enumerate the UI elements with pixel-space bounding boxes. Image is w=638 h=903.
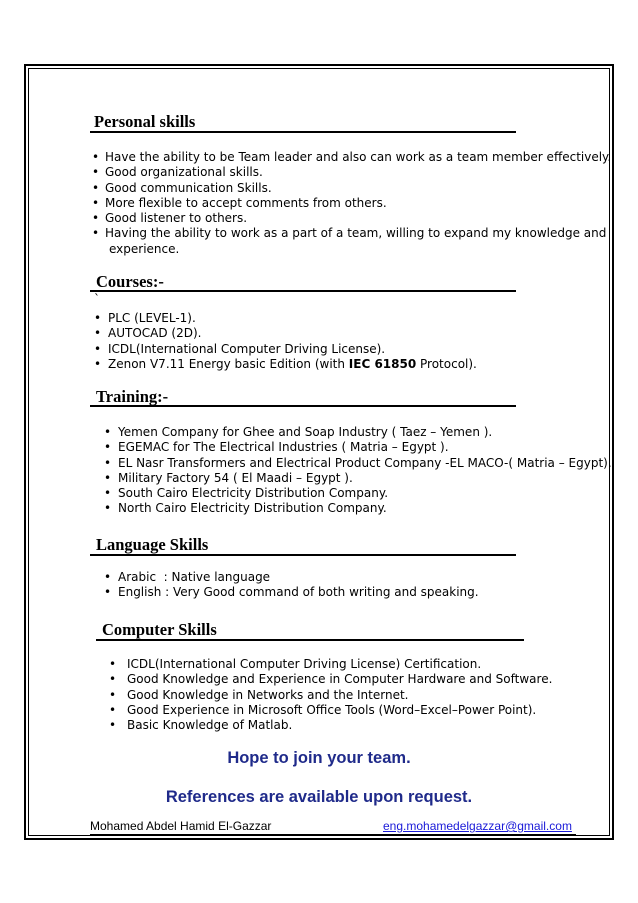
training-rule: [90, 405, 516, 407]
list-item: • Arabic : Native language: [104, 570, 271, 584]
list-item: • Having the ability to work as a part of a team, willing to expand my knowledge and: [92, 226, 607, 241]
footer-name: Mohamed Abdel Hamid El-Gazzar: [90, 819, 272, 833]
language-skills-list: [104, 570, 479, 601]
list-item: • Basic Knowledge of Matlab.: [109, 718, 293, 733]
list-item: • EL Nasr Transformers and Electrical Product Company -EL MACO-( Matria – Egypt).: [104, 455, 612, 470]
list-item: • Yemen Company for Ghee and Soap Industry ( Taez – Yemen ).: [104, 425, 493, 439]
personal-skills-list: [92, 150, 611, 257]
courses-rule: [90, 290, 516, 292]
personal-skills-heading: Personal skills: [94, 112, 196, 131]
computer-skills-rule: [96, 639, 524, 641]
list-item: • Military Factory 54 ( El Maadi – Egypt ).: [104, 470, 353, 485]
list-item: • Have the ability to be Team leader and also can work as a team member effectively.: [92, 150, 612, 164]
footer-rule: [90, 834, 576, 835]
list-item: • Good listener to others.: [92, 211, 248, 226]
list-item: • North Cairo Electricity Distribution Company.: [104, 501, 387, 516]
list-item: • EGEMAC for The Electrical Industries ( Matria – Egypt ).: [104, 440, 449, 455]
list-item: • South Cairo Electricity Distribution Company.: [104, 486, 389, 501]
list-item: • PLC (LEVEL-1).: [94, 311, 196, 325]
list-item: • Good Knowledge in Networks and the Internet.: [109, 687, 409, 702]
list-item: • More flexible to accept comments from others.: [92, 195, 387, 210]
language-skills-heading: Language Skills: [96, 535, 209, 554]
list-item: • Good Knowledge and Experience in Computer Hardware and Software.: [109, 672, 553, 687]
training-list: [104, 425, 612, 517]
list-item: • Good organizational skills.: [92, 165, 263, 180]
closing-line-references: References are available upon request.: [165, 788, 473, 806]
language-skills-rule: [90, 554, 516, 556]
list-item: • Zenon V7.11 Energy basic Edition (with IEC 61850 Protocol).: [94, 356, 477, 371]
list-item: • ICDL(International Computer Driving License).: [94, 341, 386, 356]
list-item: • Good Experience in Microsoft Office Tools (Word–Excel–Power Point).: [109, 702, 537, 717]
list-item: • English : Very Good command of both writing and speaking.: [104, 585, 479, 600]
courses-heading: Courses:-: [96, 272, 164, 291]
stray-mark: `: [94, 292, 100, 306]
standard-name: IEC 61850: [348, 356, 417, 371]
personal-skills-rule: [90, 131, 516, 133]
list-item: • AUTOCAD (2D).: [94, 326, 202, 341]
courses-list: [94, 311, 477, 372]
computer-skills-heading: Computer Skills: [102, 620, 217, 639]
footer-email-link[interactable]: eng.mohamedelgazzar@gmail.com: [383, 819, 572, 833]
list-item: • ICDL(International Computer Driving License) Certification.: [109, 657, 482, 671]
list-item-continuation: experience.: [109, 241, 180, 256]
closing-line-hope: Hope to join your team.: [227, 749, 411, 767]
training-heading: Training:-: [96, 387, 169, 406]
list-item: • Good communication Skills.: [92, 180, 272, 195]
computer-skills-list: [109, 657, 552, 733]
